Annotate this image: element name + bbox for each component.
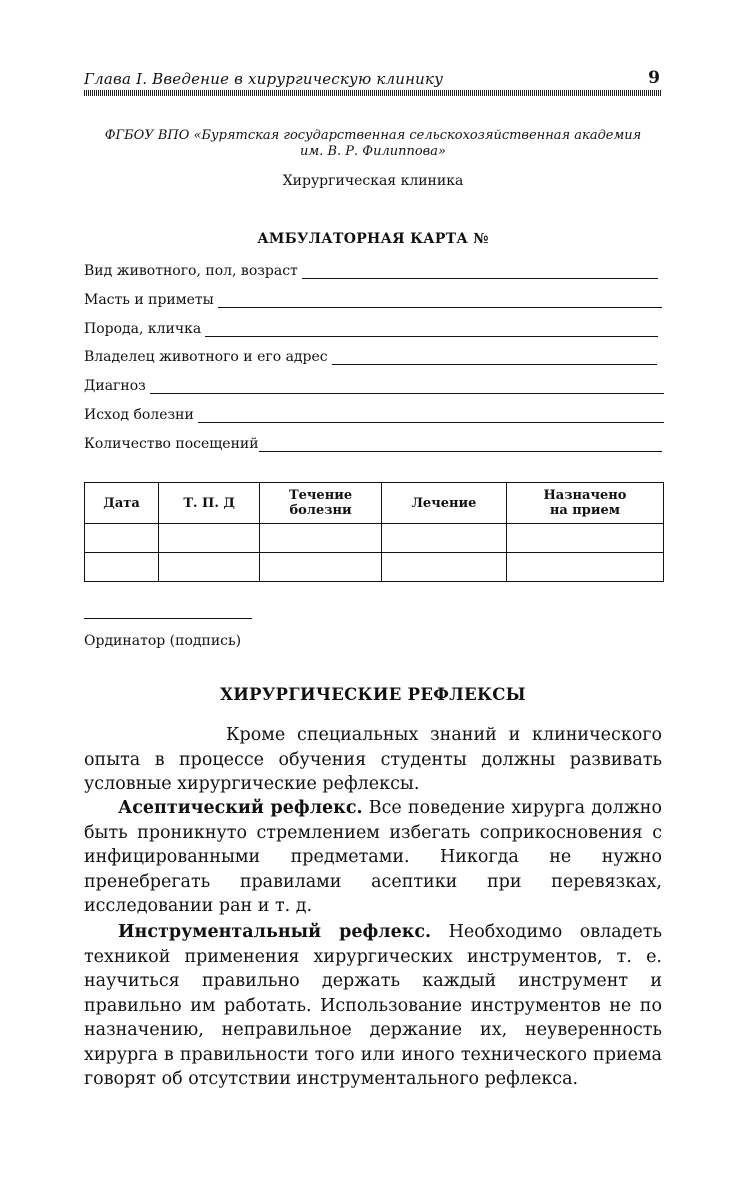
header-text: болезни <box>289 503 352 518</box>
table-cell <box>506 524 663 553</box>
instrumental-text: Необходимо овладеть техникой применения хирургических инструментов, т. е. научиться правильно держать каждый инструмент и правильно им работать. Использование инструментов не по назначению, неправильное держание их, неуверенность хирурга в правильности того или иного технического приема говорят об отсутствии инструментального рефлекса. <box>84 922 662 1089</box>
table-cell <box>260 553 382 582</box>
header-text: Лечение <box>411 495 477 511</box>
col-treatment <box>381 483 506 524</box>
field-label: Масть и приметы <box>84 292 214 308</box>
field-owner-address <box>84 347 657 365</box>
field-label: Диагноз <box>84 378 146 394</box>
fill-line <box>302 264 658 279</box>
header-text: Т. П. Д <box>183 495 235 511</box>
running-header <box>84 64 662 92</box>
institution-name <box>84 128 662 160</box>
intro-paragraph: Кроме специальных знаний и клинического опыта в процессе обучения студенты должны развивать условные хирургические рефлексы. <box>84 725 662 794</box>
header-text: Назначено <box>543 488 627 503</box>
instrumental-paragraph <box>84 920 662 1092</box>
field-label: Вид животного, пол, возраст <box>84 263 298 279</box>
header-text: на прием <box>549 503 621 518</box>
table-row <box>85 553 664 582</box>
header-rule <box>84 90 662 96</box>
fill-line <box>198 408 664 423</box>
signature-label: Ординатор (подпись) <box>84 633 242 649</box>
field-visits-count <box>84 434 662 452</box>
table-cell <box>381 553 506 582</box>
col-tpd <box>159 483 260 524</box>
table-cell <box>506 553 663 582</box>
chapter-title: Глава I. Введение в хирургическую клинику <box>84 70 444 88</box>
card-title: АМБУЛАТОРНАЯ КАРТА № <box>257 231 489 247</box>
fill-line <box>150 379 664 394</box>
field-label: Количество посещений <box>84 436 259 452</box>
instrumental-term: Инструментальный рефлекс. <box>118 922 432 942</box>
institution-line-1: ФГБОУ ВПО «Бурятская государственная сельскохозяйственная академия <box>104 128 642 143</box>
field-label: Исход болезни <box>84 407 194 423</box>
page-number: 9 <box>648 68 660 88</box>
table-cell <box>85 553 159 582</box>
section-title: ХИРУРГИЧЕСКИЕ РЕФЛЕКСЫ <box>220 685 526 704</box>
table-cell <box>260 524 382 553</box>
signature-line <box>84 618 252 619</box>
table-cell <box>85 524 159 553</box>
table-row <box>85 524 664 553</box>
field-breed-name <box>84 319 658 337</box>
fill-line <box>218 293 662 308</box>
field-outcome <box>84 405 664 423</box>
table-header-row <box>85 483 664 524</box>
visits-table <box>84 482 664 582</box>
field-label: Порода, кличка <box>84 321 202 337</box>
aseptic-paragraph <box>84 796 662 919</box>
fill-line <box>332 350 657 365</box>
table-cell <box>159 524 260 553</box>
field-animal-type <box>84 261 658 279</box>
field-diagnosis <box>84 376 664 394</box>
col-date <box>85 483 159 524</box>
aseptic-text: Все поведение хирурга должно быть проникнуто стремлением избегать соприкосновения с инфицированными предметами. Никогда не нужно пренебрегать правилами асептики при перевязках, исследовании ран и т. д. <box>84 798 662 916</box>
header-text: Дата <box>103 495 140 511</box>
institution-line-2: им. В. Р. Филиппова» <box>300 144 446 159</box>
table-cell <box>381 524 506 553</box>
header-text: Течение <box>288 488 353 503</box>
aseptic-term: Асептический рефлекс. <box>118 798 363 818</box>
field-color-marks <box>84 290 662 308</box>
clinic-name: Хирургическая клиника <box>282 173 464 189</box>
field-label: Владелец животного и его адрес <box>84 349 328 365</box>
table-cell <box>159 553 260 582</box>
fill-line <box>259 437 662 452</box>
col-appointment <box>506 483 663 524</box>
col-course <box>260 483 382 524</box>
fill-line <box>205 322 658 337</box>
